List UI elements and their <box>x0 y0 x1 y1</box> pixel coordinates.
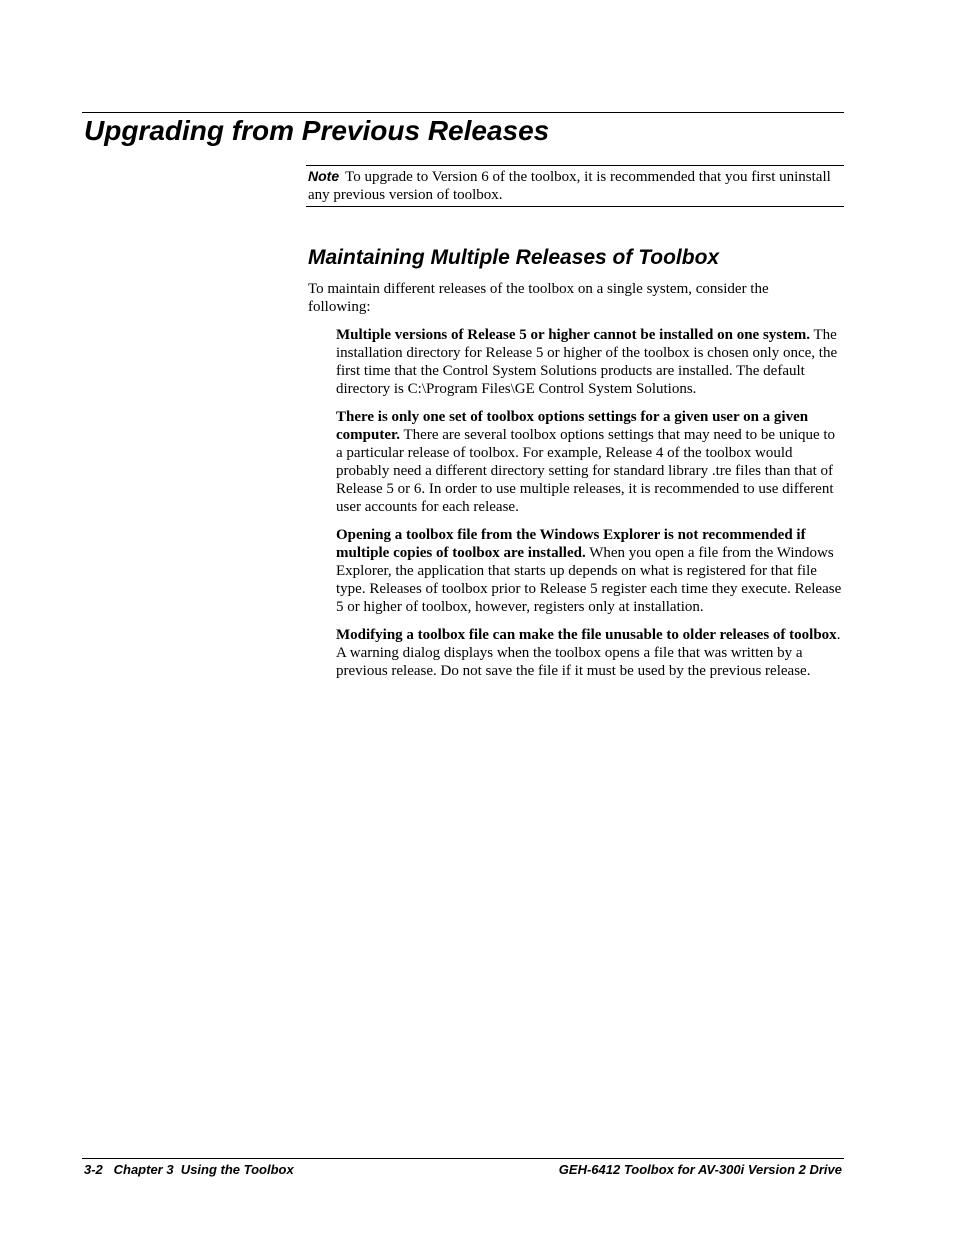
footer-chapter: 3-2 Chapter 3 Using the Toolbox <box>84 1162 294 1177</box>
item-lead: Modifying a toolbox file can make the file unusable to older releases of toolbox <box>336 627 837 643</box>
note-label: Note <box>308 168 340 184</box>
item-lead: Multiple versions of Release 5 or higher cannot be installed on one system. <box>336 327 811 343</box>
note-text: To upgrade to Version 6 of the toolbox, it is recommended that you first uninstall any previous version of toolbox. <box>308 169 831 203</box>
item-lead: There is only one set of toolbox options settings for a given user on a given computer. <box>336 409 809 443</box>
page-title: Upgrading from Previous Releases <box>84 115 550 146</box>
footer-rule <box>82 1158 844 1159</box>
header-rule <box>82 112 844 113</box>
list-item <box>336 408 844 516</box>
list-item <box>336 526 844 616</box>
item-body: When you open a file from the Windows Explorer, the application that starts up depends on what is registered for that file type. Releases of toolbox prior to Release 5 register each time they execute. Release 5 or higher of toolbox, however, registers only at installation. <box>336 545 842 615</box>
section-title: Maintaining Multiple Releases of Toolbox <box>308 246 720 269</box>
item-lead: Opening a toolbox file from the Windows Explorer is not recommended if multiple copies of toolbox are installed. <box>336 527 806 561</box>
section-intro: To maintain different releases of the toolbox on a single system, consider the following: <box>308 281 769 315</box>
list-item <box>336 626 844 680</box>
note-box <box>306 165 844 207</box>
item-body: The installation directory for Release 5 or higher of the toolbox is chosen only once, the first time that the Control System Solutions products are installed. The default directory is C:\Program Files\GE Control System Solutions. <box>336 327 838 397</box>
considerations-list <box>336 326 844 690</box>
item-body: There are several toolbox options settings that may need to be unique to a particular release of toolbox. For example, Release 4 of the toolbox would probably need a different directory setting for standard library .tre files than that of Release 5 or 6. In order to use multiple releases, it is recommended to use different user accounts for each release. <box>336 427 836 515</box>
footer-doc-title: GEH-6412 Toolbox for AV-300i Version 2 Drive <box>558 1162 842 1177</box>
list-item <box>336 326 844 398</box>
item-body: . A warning dialog displays when the toolbox opens a file that was written by a previous release. Do not save the file if it must be used by the previous release. <box>336 627 841 679</box>
